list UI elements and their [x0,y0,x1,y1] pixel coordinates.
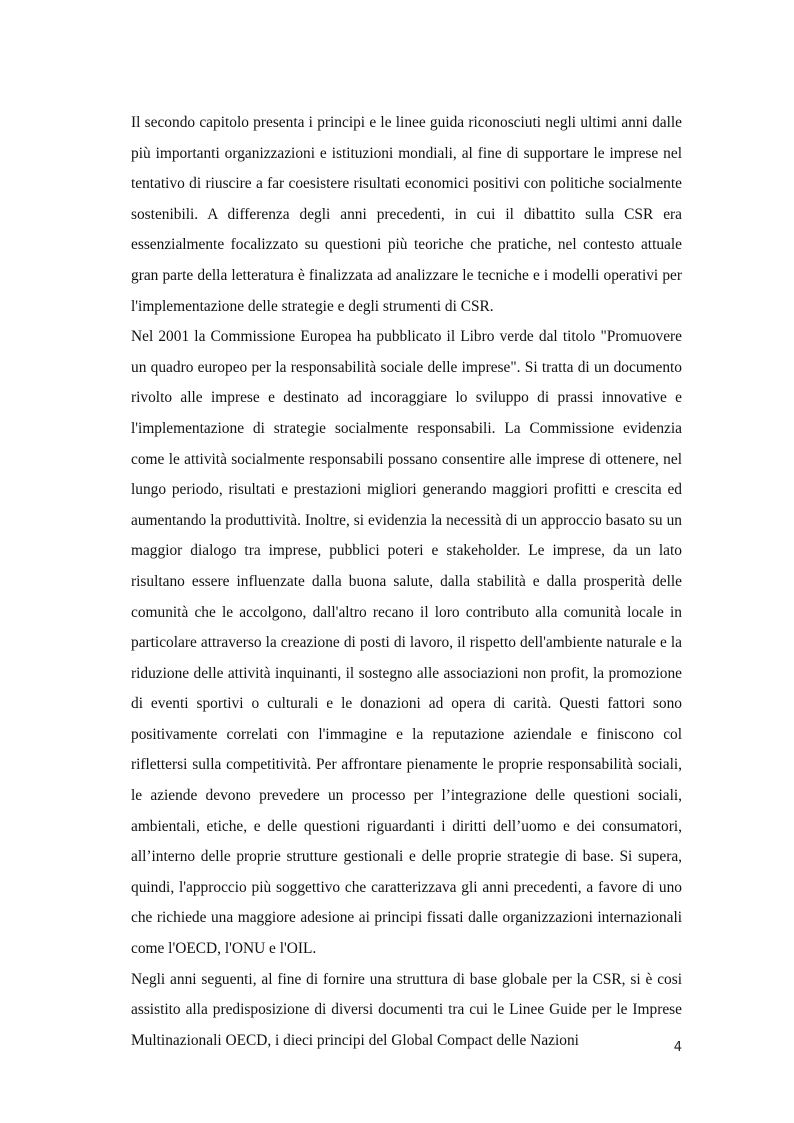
paragraph-green-paper: Nel 2001 la Commissione Europea ha pubblicato il Libro verde dal titolo "Promuovere un quadro europeo per la responsabilità sociale delle imprese". Si tratta di un documento rivolto alle imprese e destinato ad incoraggiare lo sviluppo di prassi innovative e l'implementazione di strategie socialmente responsabili. La Commissione evidenzia come le attività socialmente responsabili possano consentire alle imprese di ottenere, nel lungo periodo, risultati e prestazioni migliori generando maggiori profitti e crescita ed aumentando la produttività. Inoltre, si evidenzia la necessità di un approccio basato su un maggior dialogo tra imprese, pubblici poteri e stakeholder. Le imprese, da un lato risultano essere influenzate dalla buona salute, dalla stabilità e dalla prosperità delle comunità che le accolgono, dall'altro recano il loro contributo alla comunità locale in particolare attraverso la creazione di posti di lavoro, il rispetto dell'ambiente naturale e la riduzione delle attività inquinanti, il sostegno alle associazioni non profit, la promozione di eventi sportivi o culturali e le donazioni ad opera di carità. Questi fattori sono positivamente correlati con l'immagine e la reputazione aziendale e finiscono col riflettersi sulla competitività. Per affrontare pienamente le proprie responsabilità sociali, le aziende devono prevedere un processo per l’integrazione delle questioni sociali, ambientali, etiche, e delle questioni riguardanti i diritti dell’uomo e dei consumatori, all’interno delle proprie strutture gestionali e delle proprie strategie di base. Si supera, quindi, l'approccio più soggettivo che caratterizzava gli anni precedenti, a favore di uno che richiede una maggiore adesione ai principi fissati dalle organizzazioni internazionali come l'OECD, l'ONU e l'OIL. [131,328,682,958]
paragraph-following-years: Negli anni seguenti, al fine di fornire una struttura di base globale per la CSR, si è cosi assistito alla predisposizione di diversi documenti tra cui le Linee Guide per le Imprese Multinazionali OECD, i dieci principi del Global Compact delle Nazioni [131,970,682,1049]
page-number: 4 [673,1040,682,1055]
paragraph-intro: Il secondo capitolo presenta i principi e le linee guida riconosciuti negli ultimi anni dalle più importanti organizzazioni e istituzioni mondiali, al fine di supportare le imprese nel tentativo di riuscire a far coesistere risultati economici positivi con politiche socialmente sostenibili. A differenza degli anni precedenti, in cui il dibattito sulla CSR era essenzialmente focalizzato su questioni più teoriche che pratiche, nel contesto attuale gran parte della letteratura è finalizzata ad analizzare le tecniche e i modelli operativi per l'implementazione delle strategie e degli strumenti di CSR. [131,114,682,315]
body-text [131,108,682,1056]
